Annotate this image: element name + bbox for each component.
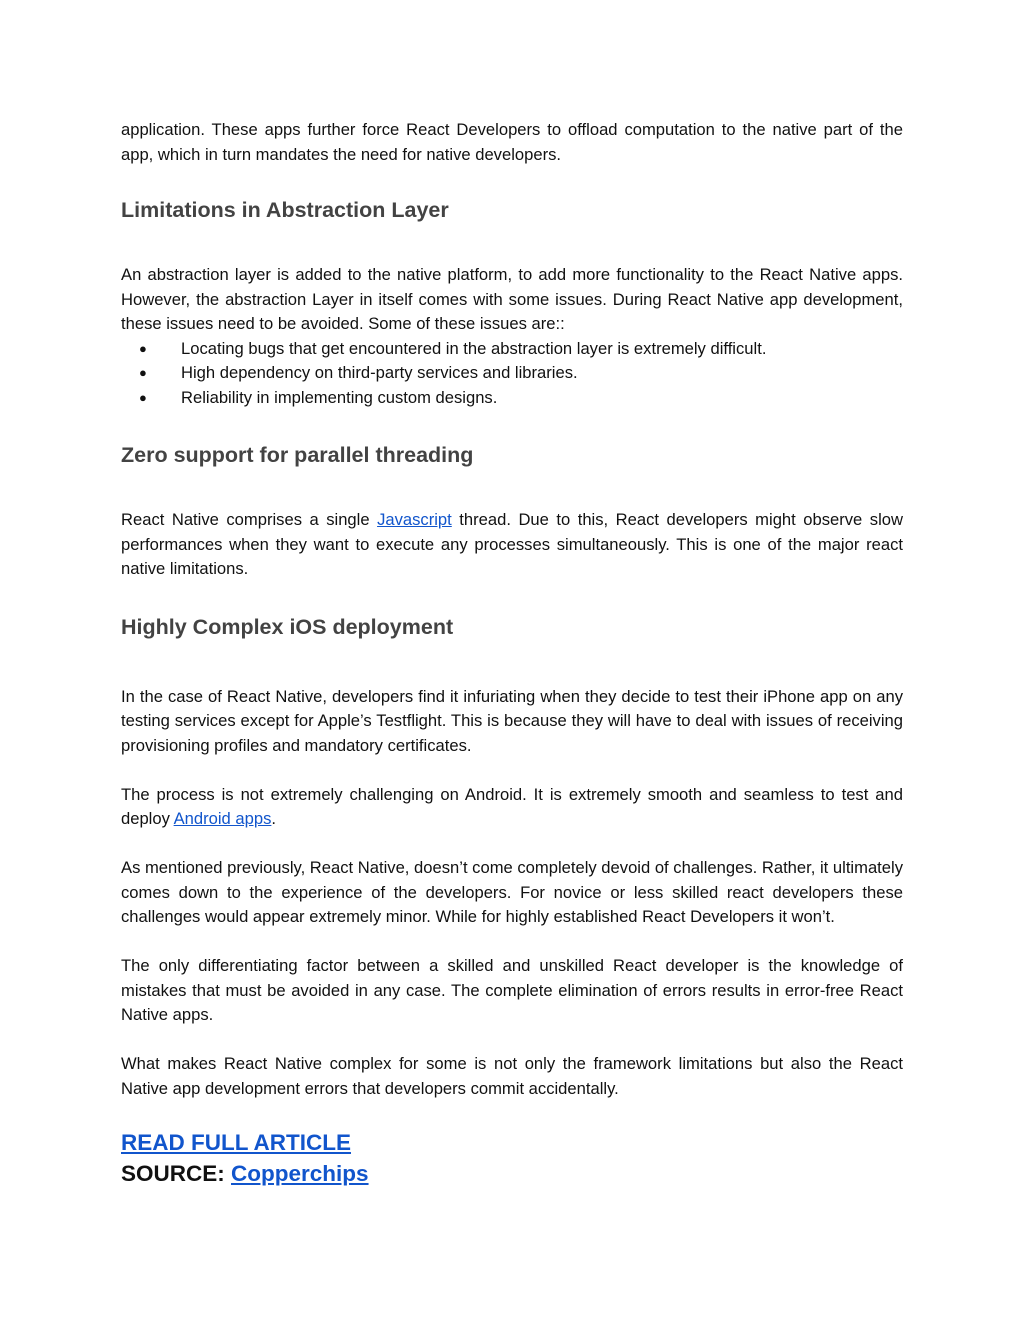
heading-ios-deployment: Highly Complex iOS deployment (121, 614, 454, 639)
source-line (121, 1158, 903, 1189)
source-label: SOURCE: (121, 1161, 232, 1186)
threading-paragraph (121, 508, 903, 582)
android-apps-link[interactable]: Android apps (173, 809, 272, 828)
bullet-icon: ● (139, 389, 147, 405)
javascript-link[interactable]: Javascript (377, 510, 452, 529)
list-item (121, 337, 903, 362)
list-item-text: Reliability in implementing custom designs. (181, 387, 498, 407)
bullet-icon: ● (139, 340, 147, 356)
android-text-after: . (271, 809, 277, 828)
intro-paragraph: application. These apps further force React Developers to offload computation to the native part of the app, which in turn mandates the need for native developers. (121, 120, 903, 164)
conclusion-paragraph-3: What makes React Native complex for some is not only the framework limitations but also the React Native app development errors that developers commit accidentally. (121, 1054, 903, 1098)
conclusion-paragraph-1: As mentioned previously, React Native, doesn’t come completely devoid of challenges. Rather, it ultimately comes down to the experience of the developers. For novice or less skilled react developers these challenges would appear extremely minor. While for highly established React Developers it won’t. (121, 858, 903, 926)
threading-text-before: React Native comprises a single (121, 510, 378, 529)
abstraction-paragraph: An abstraction layer is added to the native platform, to add more functionality to the React Native apps. However, the abstraction Layer in itself comes with some issues. During React Native app development, these issues need to be avoided. Some of these issues are:: (121, 265, 903, 333)
android-text-before: The process is not extremely challenging on Android. It is extremely smooth and seamless to test and deploy (121, 784, 903, 828)
read-full-article-line (121, 1127, 903, 1158)
threading-text-after: thread. Due to this, React developers might observe slow performances when they want to execute any processes simultaneously. This is one of the major react native limitations. (121, 510, 903, 578)
conclusion-paragraph-2: The only differentiating factor between a skilled and unskilled React developer is the knowledge of mistakes that must be avoided in any case. The complete elimination of errors results in error-free React Native apps. (121, 956, 903, 1024)
abstraction-bullet-list (121, 337, 903, 411)
bullet-icon: ● (139, 365, 147, 380)
copperchips-link[interactable]: Copperchips (231, 1161, 369, 1186)
document-body (121, 118, 903, 1189)
list-item (121, 386, 903, 411)
read-full-article-link[interactable]: READ FULL ARTICLE (121, 1130, 351, 1155)
heading-parallel-threading: Zero support for parallel threading (121, 443, 474, 467)
ios-paragraph: In the case of React Native, developers find it infuriating when they decide to test their iPhone app on any testing services except for Apple’s Testflight. This is because they will have to deal with issues of receiving provisioning profiles and mandatory certificates. (121, 686, 903, 755)
list-item-text: Locating bugs that get encountered in the abstraction layer is extremely difficult. (181, 338, 767, 358)
list-item (121, 361, 903, 386)
heading-abstraction-layer: Limitations in Abstraction Layer (121, 198, 449, 222)
list-item-text: High dependency on third-party services and libraries. (181, 363, 578, 382)
android-paragraph (121, 783, 903, 832)
